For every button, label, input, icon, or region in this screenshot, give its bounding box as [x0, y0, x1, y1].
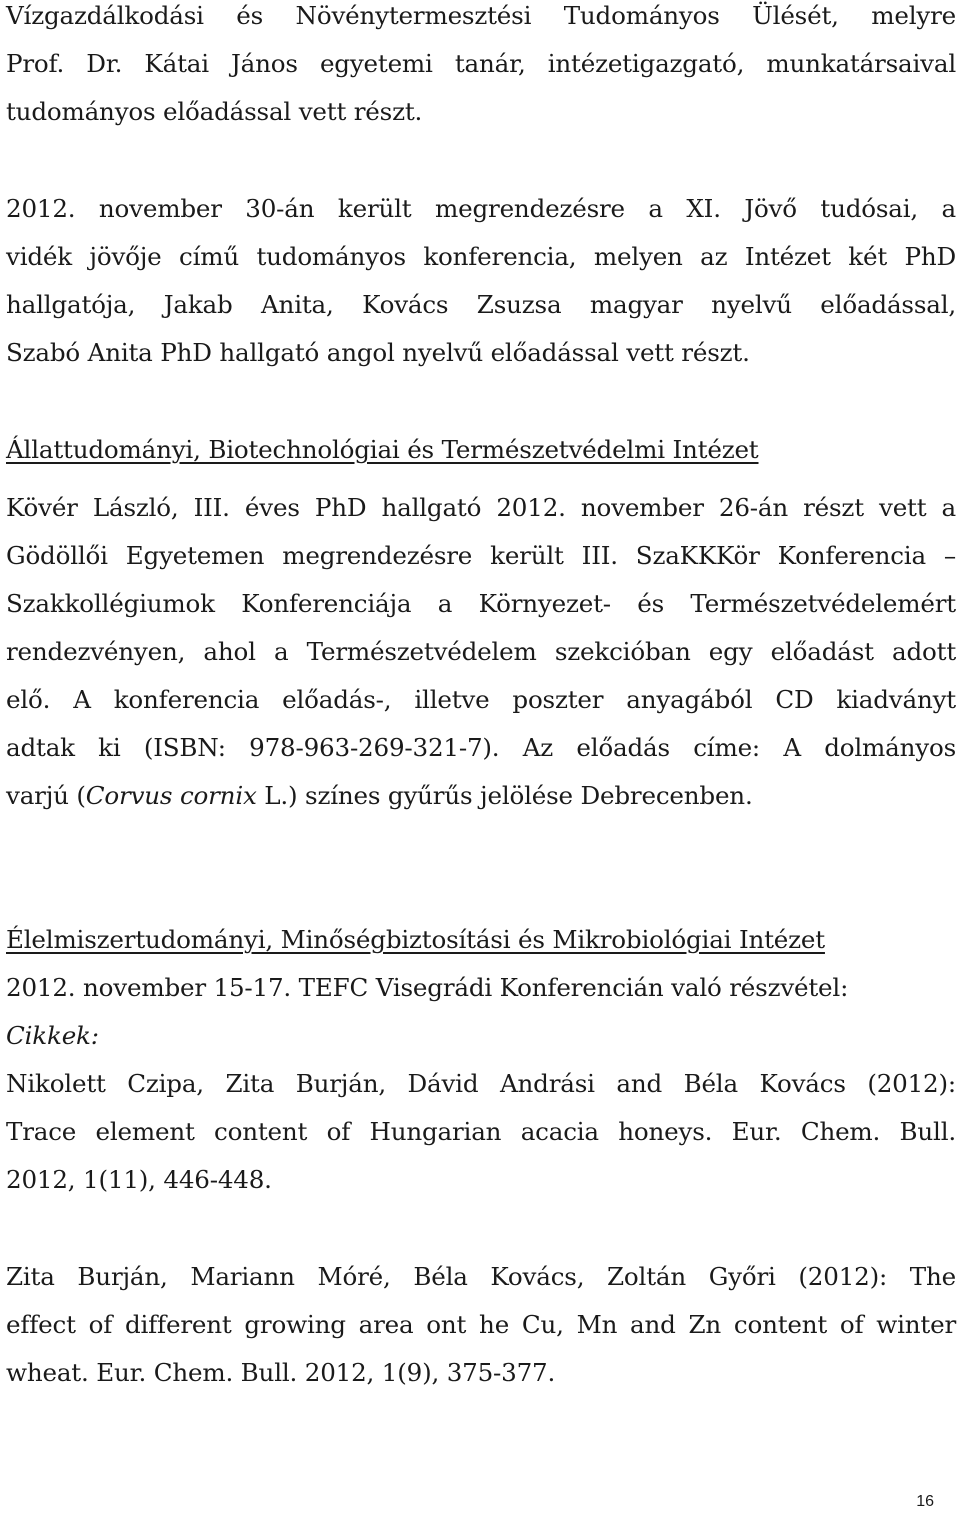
paragraph-kover-laszlo — [6, 484, 956, 820]
text-line: hallgatója, Jakab Anita, Kovács Zsuzsa magyar nyelvű előadással, — [6, 290, 956, 319]
citation-line: Nikolett Czipa, Zita Burján, Dávid Andrási and Béla Kovács (2012): — [6, 1069, 956, 1098]
text-fragment: varjú ( — [6, 781, 86, 810]
text-line — [6, 772, 956, 820]
species-name: Corvus cornix — [85, 781, 257, 810]
citation-line: Zita Burján, Mariann Móré, Béla Kovács, Zoltán Győri (2012): The — [6, 1262, 956, 1291]
text-fragment: L.) színes gyűrűs jelölése Debrecenben. — [256, 781, 753, 810]
text-line: vidék jövője című tudományos konferencia, melyen az Intézet két PhD — [6, 242, 956, 271]
text-line: elő. A konferencia előadás-, illetve poszter anyagából CD kiadványt — [6, 685, 956, 714]
text-line: Kövér László, III. éves PhD hallgató 2012. november 26-án részt vett a — [6, 493, 956, 522]
text-line: Gödöllői Egyetemen megrendezésre került III. SzaKKKör Konferencia – — [6, 541, 956, 570]
text-line: 2012. november 30-án került megrendezésre a XI. Jövő tudósai, a — [6, 194, 956, 223]
text-line: Prof. Dr. Kátai János egyetemi tanár, intézetigazgató, munkatársaival — [6, 49, 956, 78]
citation-burjan-2012 — [6, 1253, 956, 1397]
citation-line: effect of different growing area ont he Cu, Mn and Zn content of winter — [6, 1310, 956, 1339]
text-line: Vízgazdálkodási és Növénytermesztési Tudományos Ülését, melyre — [6, 1, 956, 30]
paragraph-conference-xi — [6, 185, 956, 377]
articles-label: Cikkek: — [6, 1021, 99, 1050]
citation-line: Trace element content of Hungarian acacia honeys. Eur. Chem. Bull. — [6, 1117, 956, 1146]
text-line: tudományos előadással vett részt. — [6, 97, 423, 126]
text-line: Szabó Anita PhD hallgató angol nyelvű előadással vett részt. — [6, 338, 750, 367]
citation-line: 2012, 1(11), 446-448. — [6, 1165, 272, 1194]
page-number: 16 — [916, 1493, 934, 1510]
institute-heading-food-science: Élelmiszertudományi, Minőségbiztosítási és Mikrobiológiai Intézet — [6, 925, 825, 954]
text-line: adtak ki (ISBN: 978-963-269-321-7). Az előadás címe: A dolmányos — [6, 733, 956, 762]
text-line: 2012. november 15-17. TEFC Visegrádi Konferencián való részvétel: — [6, 973, 849, 1002]
paragraph-continuation — [6, 0, 956, 136]
text-line: Szakkollégiumok Konferenciája a Környezet- és Természetvédelemért — [6, 589, 956, 618]
text-line: rendezvényen, ahol a Természetvédelem szekcióban egy előadást adott — [6, 637, 956, 666]
paragraph-tefc-conference — [6, 964, 956, 1204]
citation-line: wheat. Eur. Chem. Bull. 2012, 1(9), 375-377. — [6, 1358, 556, 1387]
institute-heading-animal-science: Állattudományi, Biotechnológiai és Természetvédelmi Intézet — [6, 435, 759, 464]
